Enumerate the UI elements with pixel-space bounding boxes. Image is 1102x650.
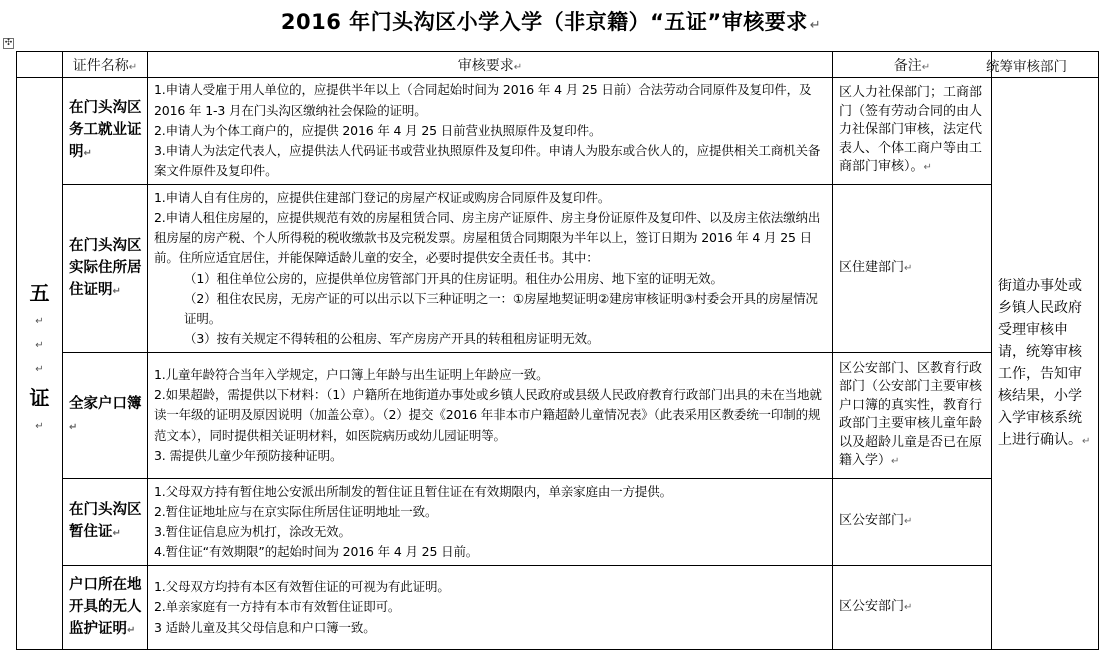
five-certificates-label: 五 ↵ ↵ ↵ 证 ↵	[17, 78, 63, 650]
certificate-name: 在门头沟区务工就业证明↵	[63, 78, 148, 185]
requirements-cell	[148, 78, 833, 185]
header-spacer	[17, 52, 63, 78]
header-name: 证件名称↵	[63, 52, 148, 78]
requirement-line: 4.暂住证“有效期限”的起始时间为 2016 年 4 月 25 日前。	[154, 544, 479, 560]
note-cell: 区公安部门、区教育行政部门（公安部门主要审核户口簿的真实性，教育行政部门主要审核儿童年龄以及超龄儿童是否已在原籍入学）↵	[833, 353, 992, 479]
requirement-line: 1.父母双方均持有本区有效暂住证的可视为有此证明。	[154, 579, 450, 595]
requirement-line: 3.暂住证信息应为机打，涂改无效。	[154, 524, 351, 539]
requirement-line: 2.如果超龄，需提供以下材料：（1）户籍所在地街道办事处或乡镇人民政府或县级人民政府教育行政部门出具的未在当地就读一年级的证明及原因说明（加盖公章）。（2）提交《2016 年非本市户籍超龄儿童情况表》（此表采用区教委统一印制的规范文本），同时提供相关证明材料，如医院病历或幼儿园证明等。	[154, 387, 822, 443]
requirement-line: （2）租住农民房，无房产证的可以出示以下三种证明之一：①房屋地契证明②建房审核证明③村委会开具的房屋情况证明。	[184, 290, 818, 326]
note-cell: 区人力社保部门；工商部门（签有劳动合同的由人力社保部门审核，法定代表人、个体工商户等由工商部门审核）。↵	[833, 78, 992, 185]
requirement-line: 1.儿童年龄符合当年入学规定，户口簿上年龄与出生证明上年龄应一致。	[154, 366, 549, 382]
header-requirements: 审核要求↵	[148, 52, 833, 78]
requirements-table	[16, 51, 1099, 650]
certificate-name: 全家户口簿↵	[63, 353, 148, 479]
note-cell: 区住建部门↵	[833, 185, 992, 353]
table-move-handle-icon[interactable]: ✣	[4, 38, 13, 48]
requirement-line: 2.申请人租住房屋的，应提供规范有效的房屋租赁合同、房主房产证原件、房主身份证原件及复印件、以及房主依法缴纳出租房屋的房产税、个人所得税的税收缴款书及完税发票。房屋租赁合同期限为半年以上，签订日期为 2016 年 4 月 25 日前。住所应适宜居住，并能保障适龄儿童的安全，必要时提供安全责任书。其中：	[154, 209, 821, 266]
header-department: 统筹审核部门	[992, 52, 1099, 78]
requirement-line: 3.申请人为法定代表人，应提供法人代码证书或营业执照原件及复印件。申请人为股东或合伙人的，应提供相关工商机关备案文件原件及复印件。	[154, 143, 821, 179]
requirement-line: 2.单亲家庭有一方持有本市有效暂住证即可。	[154, 599, 401, 615]
requirement-line: 1.申请人受雇于用人单位的，应提供半年以上（合同起始时间为 2016 年 4 月 25 日前）合法劳动合同原件及复印件，及 2016 年 1-3 月在门头沟区缴纳社会保险的证明。	[154, 82, 812, 118]
requirement-line: 1.父母双方持有暂住地公安派出所制发的暂住证且暂住证在有效期限内，单亲家庭由一方提供。	[154, 483, 672, 499]
note-cell: 区公安部门↵	[833, 479, 992, 566]
requirements-cell	[148, 479, 833, 566]
requirement-line: 2.暂住证地址应与在京实际住所居住证明地址一致。	[154, 503, 438, 519]
note-cell: 区公安部门↵	[833, 566, 992, 650]
department-cell: 街道办事处或乡镇人民政府受理审核申请，统筹审核工作，告知审核结果，小学入学审核系统上进行确认。↵	[992, 78, 1099, 650]
certificate-name: 在门头沟区实际住所居住证明↵	[63, 185, 148, 353]
requirement-line: 2.申请人为个体工商户的，应提供 2016 年 4 月 25 日前营业执照原件及复印件。	[154, 122, 602, 138]
requirement-line: （3）按有关规定不得转租的公租房、军产房房产开具的转租租房证明无效。	[184, 331, 600, 347]
requirements-cell	[148, 185, 833, 353]
header-notes: 备注↵	[833, 52, 992, 78]
requirement-line: 1.申请人自有住房的，应提供住建部门登记的房屋产权证或购房合同原件及复印件。	[154, 189, 611, 205]
certificate-name: 在门头沟区暂住证↵	[63, 479, 148, 566]
document-title: 2016 年门头沟区小学入学（非京籍）“五证”审核要求 ↵	[280, 10, 822, 34]
requirements-cell	[148, 566, 833, 650]
requirement-line: （1）租住单位公房的，应提供单位房管部门开具的住房证明。租住办公用房、地下室的证明无效。	[184, 270, 723, 286]
requirement-line: 3. 需提供儿童少年预防接种证明。	[154, 447, 343, 463]
requirements-cell	[148, 353, 833, 479]
requirement-line: 3 适龄儿童及其父母信息和户口簿一致。	[154, 619, 376, 635]
certificate-name: 户口所在地开具的无人监护证明↵	[63, 566, 148, 650]
